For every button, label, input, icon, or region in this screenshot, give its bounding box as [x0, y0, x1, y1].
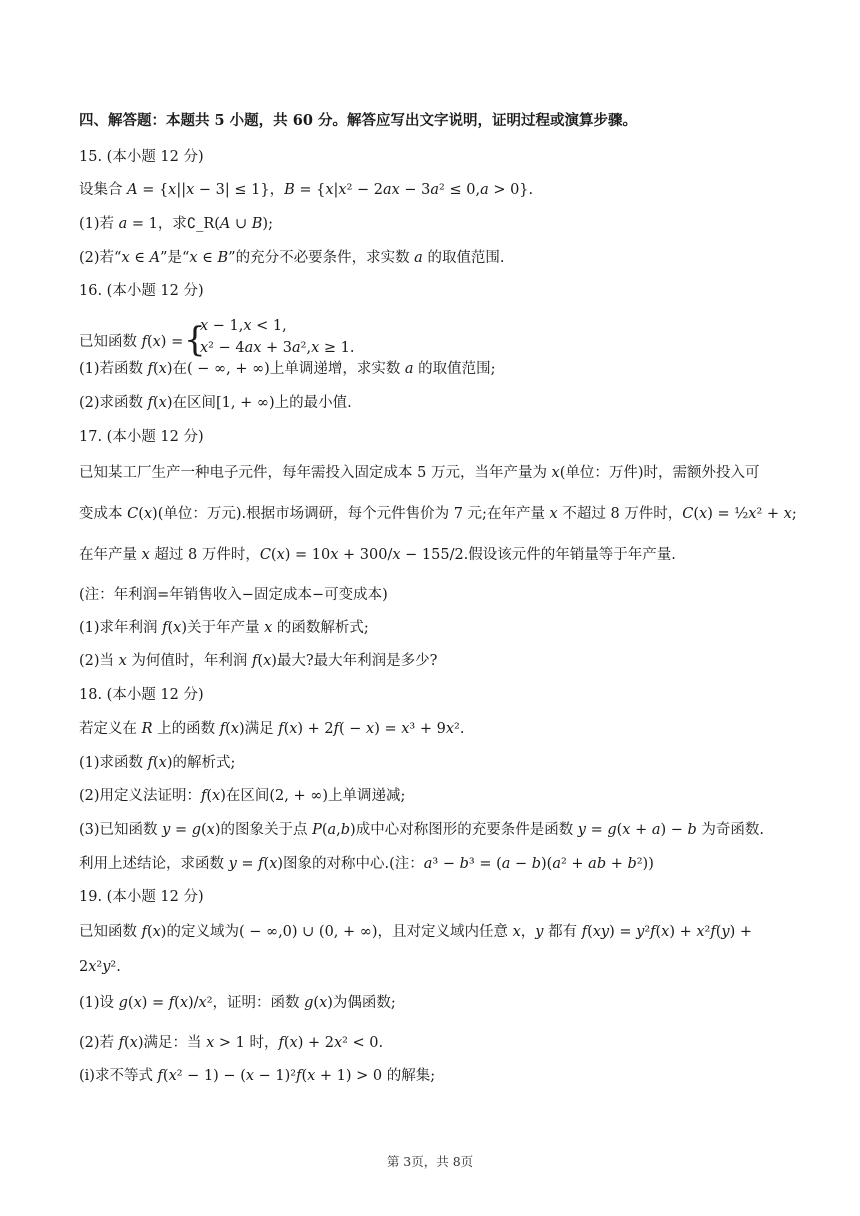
q16-stem-prefix: 已知函数 𝑓(𝑥) =: [79, 334, 184, 350]
q17-note: (注：年利润=年销售收入−固定成本−可变成本): [79, 587, 388, 603]
q17-part2: (2)当 𝑥 为何值时，年利润 𝑓(𝑥)最大?最大年利润是多少?: [79, 653, 438, 669]
q19-part2-i: (ⅰ)求不等式 𝑓(𝑥² − 1) − (𝑥 − 1)²𝑓(𝑥 + 1) > 0 的解集;: [79, 1068, 436, 1084]
q18-part3: (3)已知函数 𝑦 = 𝑔(𝑥)的图象关于点 𝑃(𝑎,𝑏)成中心对称图形的充要条件是函数 𝑦 = 𝑔(𝑥 + 𝑎) − 𝑏 为奇函数.: [79, 822, 765, 838]
q17-title: 17. (本小题 12 分): [79, 429, 204, 445]
q19-line1: 已知函数 𝑓(𝑥)的定义域为( − ∞,0) ∪ (0, + ∞)，且对定义域内任意 𝑥，𝑦 都有 𝑓(𝑥𝑦) = 𝑦²𝑓(𝑥) + 𝑥²𝑓(𝑦) +: [79, 924, 752, 940]
q18-stem: 若定义在 𝑅 上的函数 𝑓(𝑥)满足 𝑓(𝑥) + 2𝑓( − 𝑥) = 𝑥³ + 9𝑥².: [79, 721, 465, 737]
q16-case2: 𝑥² − 4𝑎𝑥 + 3𝑎²,𝑥 ≥ 1.: [200, 340, 355, 356]
q17-line1: 已知某工厂生产一种电子元件，每年需投入固定成本 5 万元，当年产量为 𝑥(单位：万件)时，需额外投入可: [79, 465, 760, 481]
q16-case1: 𝑥 − 1,𝑥 < 1,: [200, 318, 287, 334]
q16-part1: (1)若函数 𝑓(𝑥)在( − ∞, + ∞)上单调递增，求实数 𝑎 的取值范围;: [79, 361, 496, 377]
q15-part2: (2)若“𝑥 ∈ 𝐴”是“𝑥 ∈ 𝐵”的充分不必要条件，求实数 𝑎 的取值范围.: [79, 250, 505, 266]
q16-part2: (2)求函数 𝑓(𝑥)在区间[1, + ∞)上的最小值.: [79, 395, 352, 411]
q15-stem: 设集合 𝐴 = {𝑥||𝑥 − 3| ≤ 1}，𝐵 = {𝑥|𝑥² − 2𝑎𝑥 − 3𝑎² ≤ 0,𝑎 > 0}.: [79, 182, 534, 198]
left-brace-icon: {: [184, 320, 206, 360]
q17-line3: 在年产量 𝑥 超过 8 万件时，𝐶(𝑥) = 10𝑥 + 300/𝑥 − 155/2.假设该元件的年销量等于年产量.: [79, 547, 676, 563]
section-heading: 四、解答题：本题共 5 小题，共 60 分。解答应写出文字说明，证明过程或演算步骤。: [79, 112, 637, 129]
q15-part1: (1)若 𝑎 = 1，求∁_R(𝐴 ∪ 𝐵);: [79, 216, 273, 232]
q19-part2: (2)若 𝑓(𝑥)满足：当 𝑥 > 1 时，𝑓(𝑥) + 2𝑥² < 0.: [79, 1035, 384, 1051]
q19-line2: 2𝑥²𝑦².: [79, 959, 121, 975]
q17-part1: (1)求年利润 𝑓(𝑥)关于年产量 𝑥 的函数解析式;: [79, 620, 369, 636]
page-footer: 第 3页，共 8页: [386, 1154, 474, 1169]
q18-title: 18. (本小题 12 分): [79, 687, 204, 703]
q18-part2: (2)用定义法证明：𝑓(𝑥)在区间(2, + ∞)上单调递减;: [79, 788, 406, 804]
q19-title: 19. (本小题 12 分): [79, 889, 204, 905]
q17-line2: 变成本 𝐶(𝑥)(单位：万元).根据市场调研，每个元件售价为 7 元;在年产量 𝑥 不超过 8 万件时，𝐶(𝑥) = ½𝑥² + 𝑥;: [79, 506, 797, 522]
q15-title: 15. (本小题 12 分): [79, 149, 204, 165]
q18-part3-cont: 利用上述结论，求函数 𝑦 = 𝑓(𝑥)图象的对称中心.(注：𝑎³ − 𝑏³ = (𝑎 − 𝑏)(𝑎² + 𝑎𝑏 + 𝑏²)): [79, 856, 654, 872]
q16-title: 16. (本小题 12 分): [79, 283, 204, 299]
q19-part1: (1)设 𝑔(𝑥) = 𝑓(𝑥)/𝑥²，证明：函数 𝑔(𝑥)为偶函数;: [79, 995, 396, 1011]
q18-part1: (1)求函数 𝑓(𝑥)的解析式;: [79, 755, 236, 771]
